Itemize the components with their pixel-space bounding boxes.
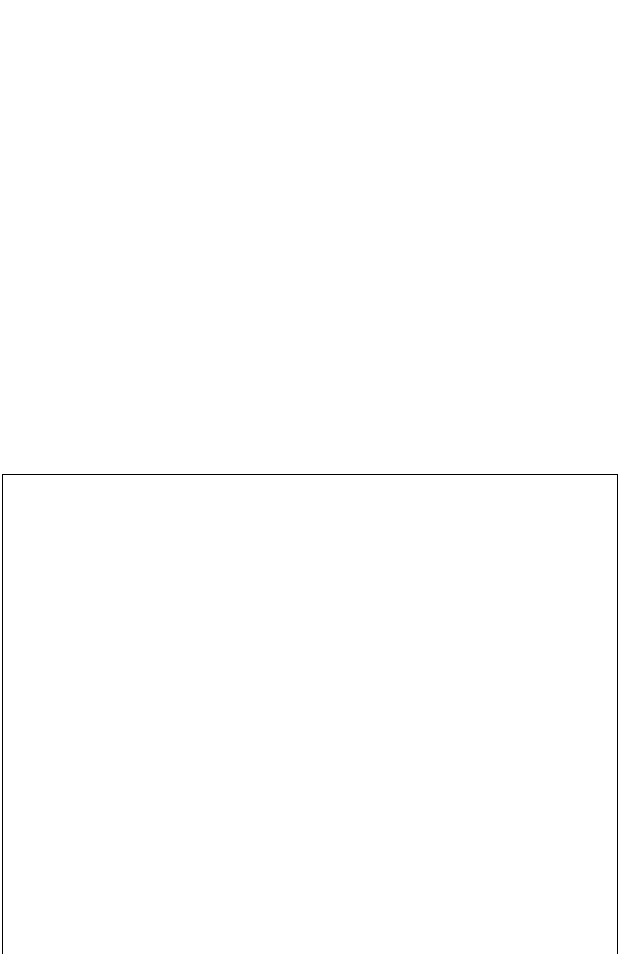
instruction-box bbox=[2, 474, 618, 954]
